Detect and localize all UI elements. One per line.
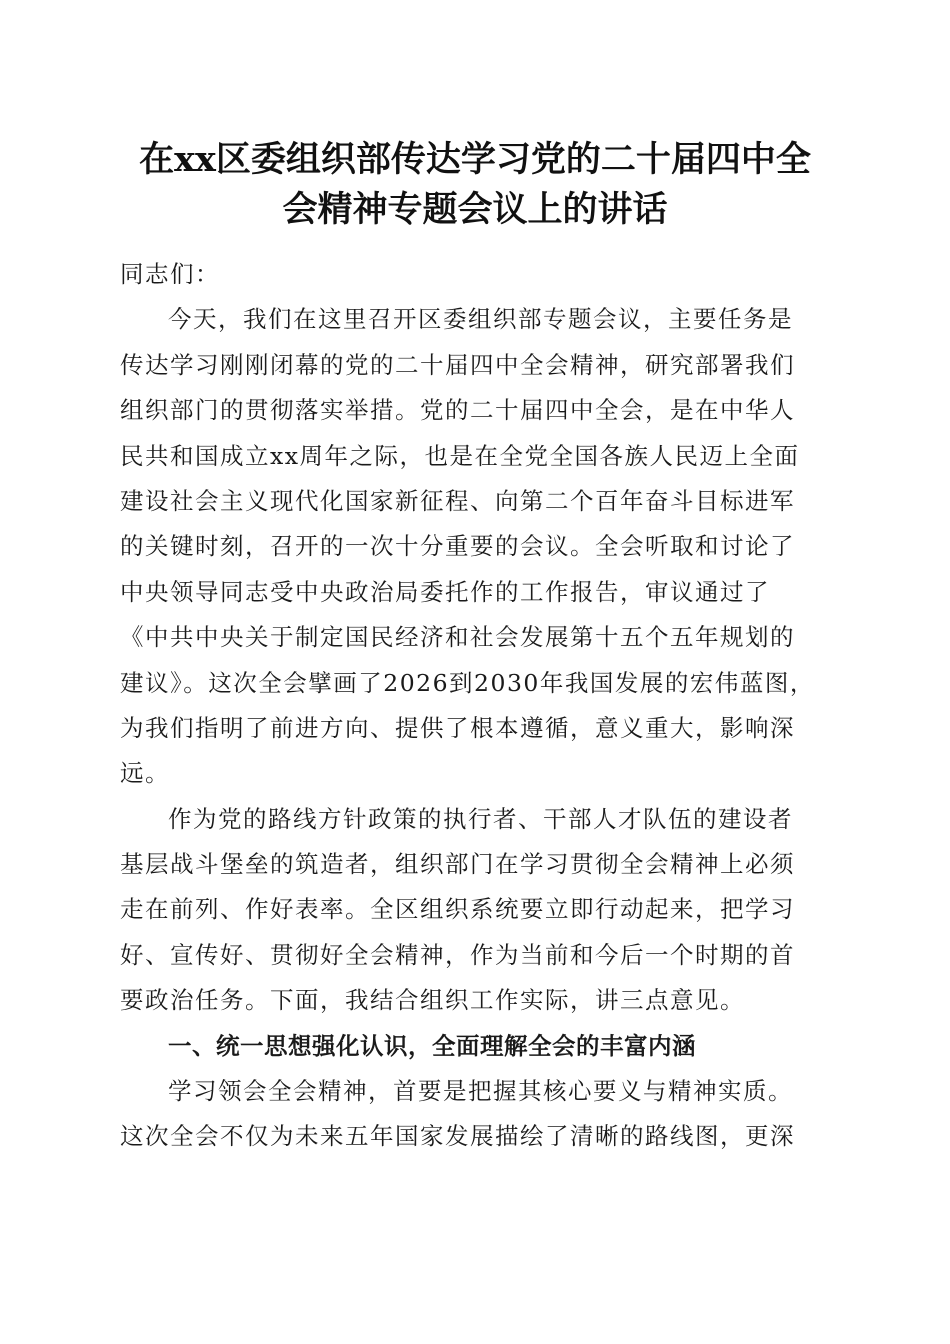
paragraph-line: 为我们指明了前进方向、提供了根本遵循，意义重大，影响深 — [120, 713, 795, 742]
paragraph-line: 作为党的路线方针政策的执行者、干部人才队伍的建设者 — [168, 804, 793, 833]
paragraph-line: 学习领会全会精神，首要是把握其核心要义与精神实质。 — [168, 1077, 793, 1106]
paragraph-line: 走在前列、作好表率。全区组织系统要立即行动起来，把学习 — [120, 895, 795, 924]
paragraph-line: 建设社会主义现代化国家新征程、向第二个百年奋斗目标进军 — [120, 486, 795, 515]
paragraph-line: 建议》。这次全会擘画了2026到2030年我国发展的宏伟蓝图， — [120, 668, 815, 697]
paragraph-line: 组织部门的贯彻落实举措。党的二十届四中全会，是在中华人 — [120, 396, 795, 425]
paragraph-3 — [120, 1069, 830, 1160]
paragraph-line: 要政治任务。下面，我结合组织工作实际，讲三点意见。 — [120, 986, 745, 1015]
paragraph-line: 的关键时刻，召开的一次十分重要的会议。全会听取和讨论了 — [120, 532, 795, 561]
salutation: 同志们： — [120, 260, 220, 288]
paragraph-line: 传达学习刚刚闭幕的党的二十届四中全会精神，研究部署我们 — [120, 350, 795, 379]
document-body — [120, 252, 830, 1160]
paragraph-line: 远。 — [120, 759, 170, 788]
paragraph-line: 《中共中央关于制定国民经济和社会发展第十五个五年规划的 — [120, 623, 795, 652]
paragraph-line: 今天，我们在这里召开区委组织部专题会议，主要任务是 — [168, 305, 793, 334]
document-title — [100, 135, 850, 235]
paragraph-line: 中央领导同志受中央政治局委托作的工作报告，审议通过了 — [120, 577, 770, 606]
paragraph-line: 这次全会不仅为未来五年国家发展描绘了清晰的路线图，更深 — [120, 1122, 795, 1151]
paragraph-2 — [120, 797, 830, 1024]
paragraph-line: 基层战斗堡垒的筑造者，组织部门在学习贯彻全会精神上必须 — [120, 850, 795, 879]
paragraph-line: 好、宣传好、贯彻好全会精神，作为当前和今后一个时期的首 — [120, 940, 795, 969]
title-line-2: 会精神专题会议上的讲话 — [282, 189, 668, 230]
paragraph-1 — [120, 297, 830, 796]
title-line-1: 在xx区委组织部传达学习党的二十届四中全 — [139, 139, 811, 180]
paragraph-line: 民共和国成立xx周年之际，也是在全党全国各族人民迈上全面 — [120, 441, 800, 470]
section-heading-1: 一、统一思想强化认识，全面理解全会的丰富内涵 — [168, 1031, 696, 1060]
